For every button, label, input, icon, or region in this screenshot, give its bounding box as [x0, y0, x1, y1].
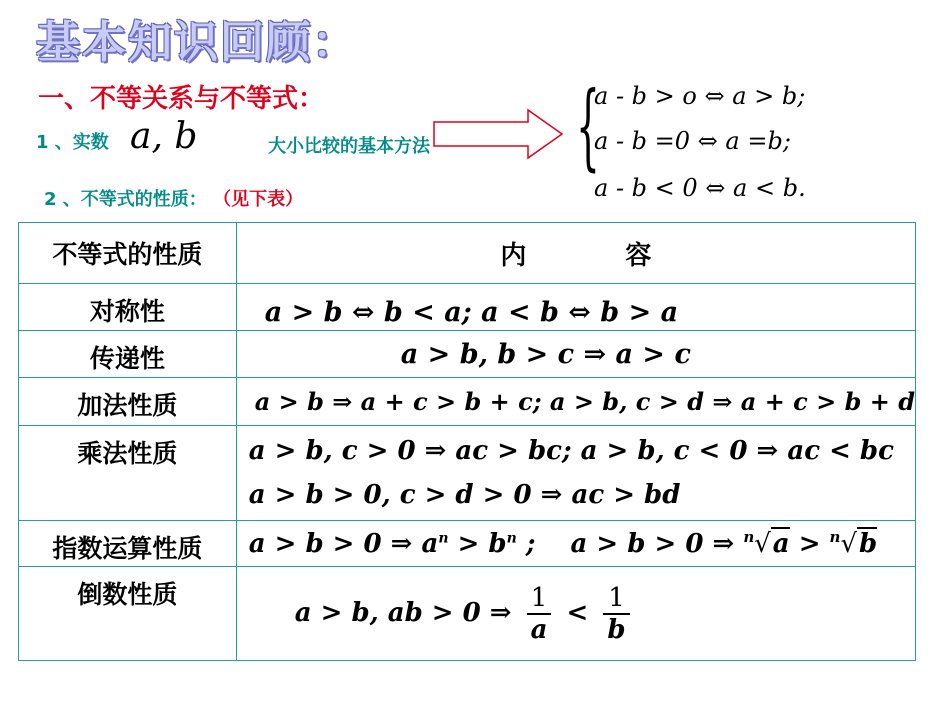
row-content: a > b, b > c ⇒ a > c [236, 331, 915, 378]
row-name: 指数运算性质 [19, 521, 237, 567]
table-row [19, 378, 916, 426]
header-content: 内 容 [236, 223, 915, 284]
rule-greater: a - b > o ⇔ a > b; [594, 82, 806, 110]
fraction-1-over-b [603, 583, 629, 645]
power-exp: n [506, 530, 517, 547]
power-exp: n [438, 530, 449, 547]
numerator: 1 [527, 583, 552, 615]
root-lhs: a > b > 0 ⇒ [570, 529, 744, 559]
numerator: 1 [603, 583, 629, 615]
item-1-desc: 大小比较的基本方法 [268, 136, 430, 157]
item-1-vars: a, b [130, 116, 198, 157]
radicand: a [772, 529, 790, 559]
power-mid: > b [448, 529, 507, 559]
rule-less: a - b < 0 ⇔ a < b. [594, 174, 806, 202]
row-name: 传递性 [19, 331, 237, 378]
page-title: 基本知识回顾： [36, 17, 358, 68]
nth-root-a: $^n$√a [743, 528, 790, 559]
row-content [236, 521, 915, 567]
table-row [19, 331, 916, 378]
table-row [19, 284, 916, 331]
right-arrow-icon [432, 108, 566, 160]
row-name: 倒数性质 [19, 567, 237, 661]
item-2-label: 2 、不等式的性质： [44, 189, 207, 210]
left-brace: { [576, 72, 600, 181]
row-name: 加法性质 [19, 378, 237, 426]
multiplication-line-1: a > b, c > 0 ⇒ ac > bc; a > b, c < 0 ⇒ ac < bc [248, 436, 894, 466]
section-heading: 一、不等关系与不等式： [38, 84, 325, 114]
table-header-row [19, 223, 916, 284]
row-content [236, 426, 915, 521]
item-1-label: 1 、实数 [36, 132, 109, 153]
header-name: 不等式的性质 [19, 223, 237, 284]
multiplication-line-2: a > b > 0, c > d > 0 ⇒ ac > bd [248, 480, 681, 510]
item-2 [44, 185, 303, 211]
table-row [19, 567, 916, 661]
radicand: b [859, 529, 878, 559]
row-content [236, 567, 915, 661]
rule-equal: a - b =0 ⇔ a =b; [594, 127, 791, 155]
item-2-note: （见下表） [213, 189, 304, 210]
fraction-1-over-a [527, 583, 552, 645]
row-name: 对称性 [19, 284, 237, 331]
denominator: a [530, 614, 548, 645]
nth-root-b: $^n$√b [829, 528, 878, 559]
properties-table [18, 222, 916, 661]
root-index: n [829, 528, 841, 546]
power-lhs: a > b > 0 ⇒ a [248, 529, 439, 559]
row-name: 乘法性质 [19, 426, 237, 521]
power-end: ; [516, 529, 536, 559]
table-row [19, 426, 916, 521]
table-row [19, 521, 916, 567]
reciprocal-lhs: a > b, ab > 0 ⇒ [294, 597, 521, 628]
denominator: b [607, 614, 626, 645]
reciprocal-lt: < [557, 597, 598, 628]
row-content: a > b ⇒ a + c > b + c; a > b, c > d ⇒ a + c > b + d [236, 378, 915, 426]
root-index: n [743, 528, 755, 546]
root-gt: > [789, 529, 830, 559]
row-content: a > b ⇔ b < a; a < b ⇔ b > a [236, 284, 915, 331]
